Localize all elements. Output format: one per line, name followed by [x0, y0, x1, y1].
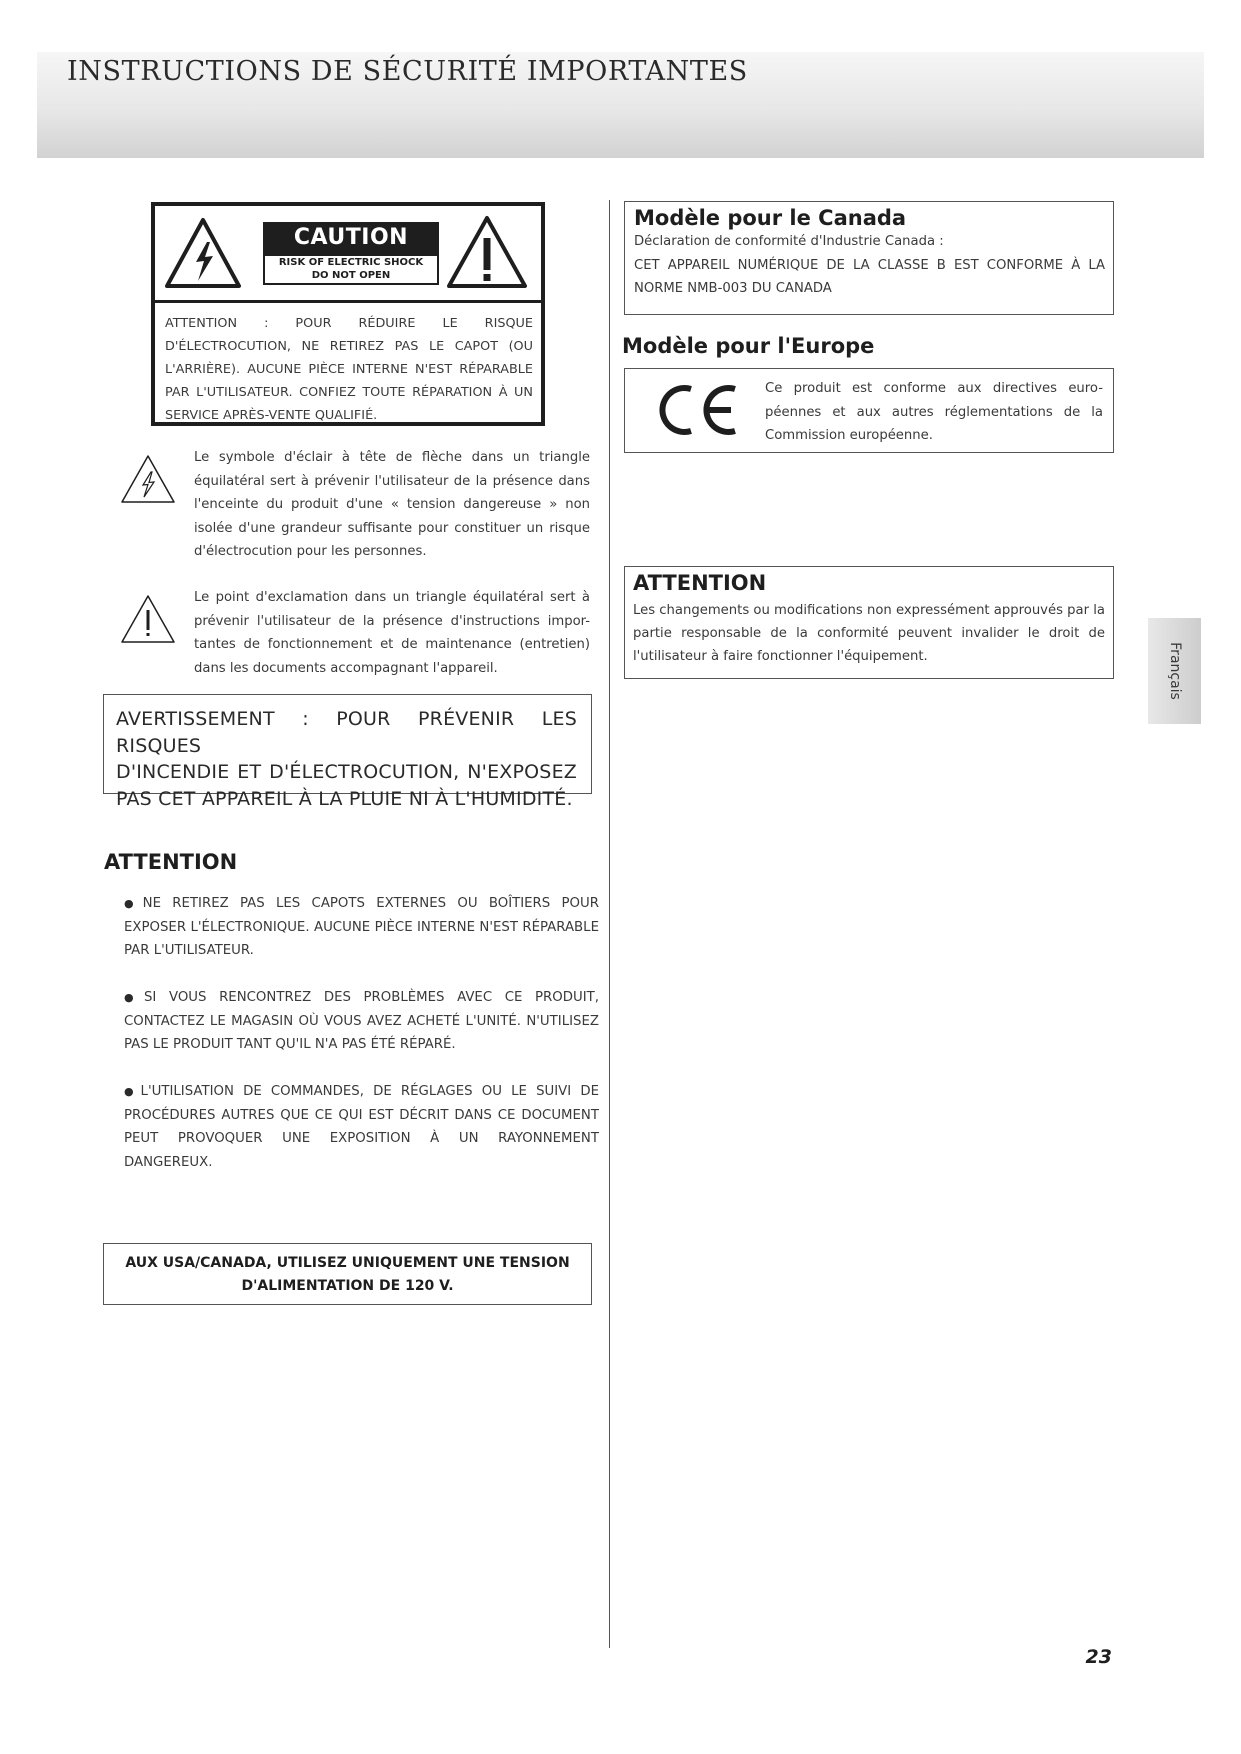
- canada-heading: Modèle pour le Canada: [634, 206, 907, 230]
- caution-sub-line1: RISK OF ELECTRIC SHOCK: [278, 257, 424, 268]
- lightning-triangle-icon: [167, 220, 239, 286]
- bullet-icon: ●: [124, 991, 142, 1004]
- warning-line2: D'INCENDIE ET D'ÉLECTROCUTION, N'EXPOSEZ: [116, 761, 577, 783]
- canada-line3: NORME NMB-003 DU CANADA: [634, 281, 832, 296]
- exclamation-triangle-icon: [449, 218, 525, 286]
- caution-label: [151, 202, 545, 426]
- column-divider: [609, 200, 610, 1648]
- bullet-icon: ●: [124, 897, 141, 910]
- caution-subheading: [263, 254, 439, 285]
- lightning-symbol-text: Le symbole d'éclair à tête de flèche dans un triangle équilatéral sert à prévenir l'utilisateur de la présence dans l'enceinte du produit d'une « tension dangereuse » non isolée d'une grandeur suffisante pour constituer un risque d'électrocution pour les personnes.: [194, 450, 590, 559]
- europe-heading: Modèle pour l'Europe: [622, 334, 875, 358]
- attention-box-right: [624, 566, 1114, 679]
- attention-list: [124, 892, 599, 1198]
- attention-text-right: Les changements ou modifications non expressément approuvés par la partie responsable de la conformité peuvent invalider le droit de l'utilisateur à faire fonctionner l'équipement.: [633, 603, 1105, 664]
- bullet-icon: ●: [124, 1085, 139, 1098]
- canada-line2: CET APPAREIL NUMÉRIQUE DE LA CLASSE B EST CONFORME À LA: [634, 257, 1105, 273]
- page-title: INSTRUCTIONS DE SÉCURITÉ IMPORTANTES: [67, 56, 748, 87]
- exclamation-symbol-text: Le point d'exclamation dans un triangle équilatéral sert à prévenir l'utilisateur de la présence d'instructions impor-tantes de fonctionnement et de maintenance (entretien) dans les documents accompagnant l'appareil.: [194, 590, 590, 676]
- lightning-symbol-explanation: [118, 446, 590, 566]
- caution-text: ATTENTION : POUR RÉDUIRE LE RISQUE D'ÉLECTROCUTION, NE RETIREZ PAS LE CAPOT (OU L'ARRIÈRE). AUCUNE PIÈCE INTERNE N'EST RÉPARABLE PAR L'UTILISATEUR. CONFIEZ TOUTE RÉPARATION À UN SERVICE APRÈS-VENTE QUALIFIÉ.: [165, 316, 533, 423]
- caution-heading: CAUTION: [263, 222, 439, 254]
- list-item: ● NE RETIREZ PAS LES CAPOTS EXTERNES OU BOÎTIERS POUR EXPOSER L'ÉLECTRONIQUE. AUCUNE PIÈCE INTERNE N'EST RÉPARABLE PAR L'UTILISATEUR.: [124, 896, 599, 958]
- voltage-line1: AUX USA/CANADA, UTILISEZ UNIQUEMENT UNE TENSION: [125, 1255, 570, 1271]
- fire-shock-warning: [103, 694, 592, 810]
- europe-model-box: [624, 368, 1114, 453]
- canada-model-box: [624, 201, 1114, 315]
- list-item: ● SI VOUS RENCONTREZ DES PROBLÈMES AVEC CE PRODUIT, CONTACTEZ LE MAGASIN OÙ VOUS AVEZ ACHETÉ L'UNITÉ. N'UTILISEZ PAS LE PRODUIT TANT QU'IL N'A PAS ÉTÉ RÉPARÉ.: [124, 990, 599, 1052]
- exclamation-symbol-explanation: [118, 586, 590, 686]
- attention-heading-left: ATTENTION: [104, 850, 238, 874]
- list-item: ● L'UTILISATION DE COMMANDES, DE RÉGLAGES OU LE SUIVI DE PROCÉDURES AUTRES QUE CE QUI EST DÉCRIT DANS CE DOCUMENT PEUT PROVOQUER UNE EXPOSITION À UN RAYONNEMENT DANGEREUX.: [124, 1084, 599, 1170]
- canada-line1: Déclaration de conformité d'Industrie Canada :: [634, 234, 944, 249]
- warning-line3: PAS CET APPAREIL À LA PLUIE NI À L'HUMIDITÉ.: [116, 787, 573, 810]
- attention-heading-right: ATTENTION: [633, 571, 767, 595]
- caution-sub-line2: DO NOT OPEN: [311, 270, 391, 281]
- caution-divider: [155, 300, 541, 303]
- ce-mark-icon: [657, 382, 741, 438]
- voltage-line2: D'ALIMENTATION DE 120 V.: [241, 1278, 454, 1294]
- page-number: 23: [1085, 1646, 1112, 1668]
- exclamation-triangle-icon: [118, 592, 178, 648]
- language-tab: [1148, 618, 1201, 724]
- warning-line1: AVERTISSEMENT : POUR PRÉVENIR LES RISQUES: [116, 708, 577, 757]
- voltage-notice: [103, 1243, 592, 1305]
- language-label: Français: [1166, 642, 1183, 700]
- lightning-triangle-icon: [118, 452, 178, 508]
- europe-text: Ce produit est conforme aux directives euro-péennes et aux autres réglementations de la Commission européenne.: [765, 381, 1103, 443]
